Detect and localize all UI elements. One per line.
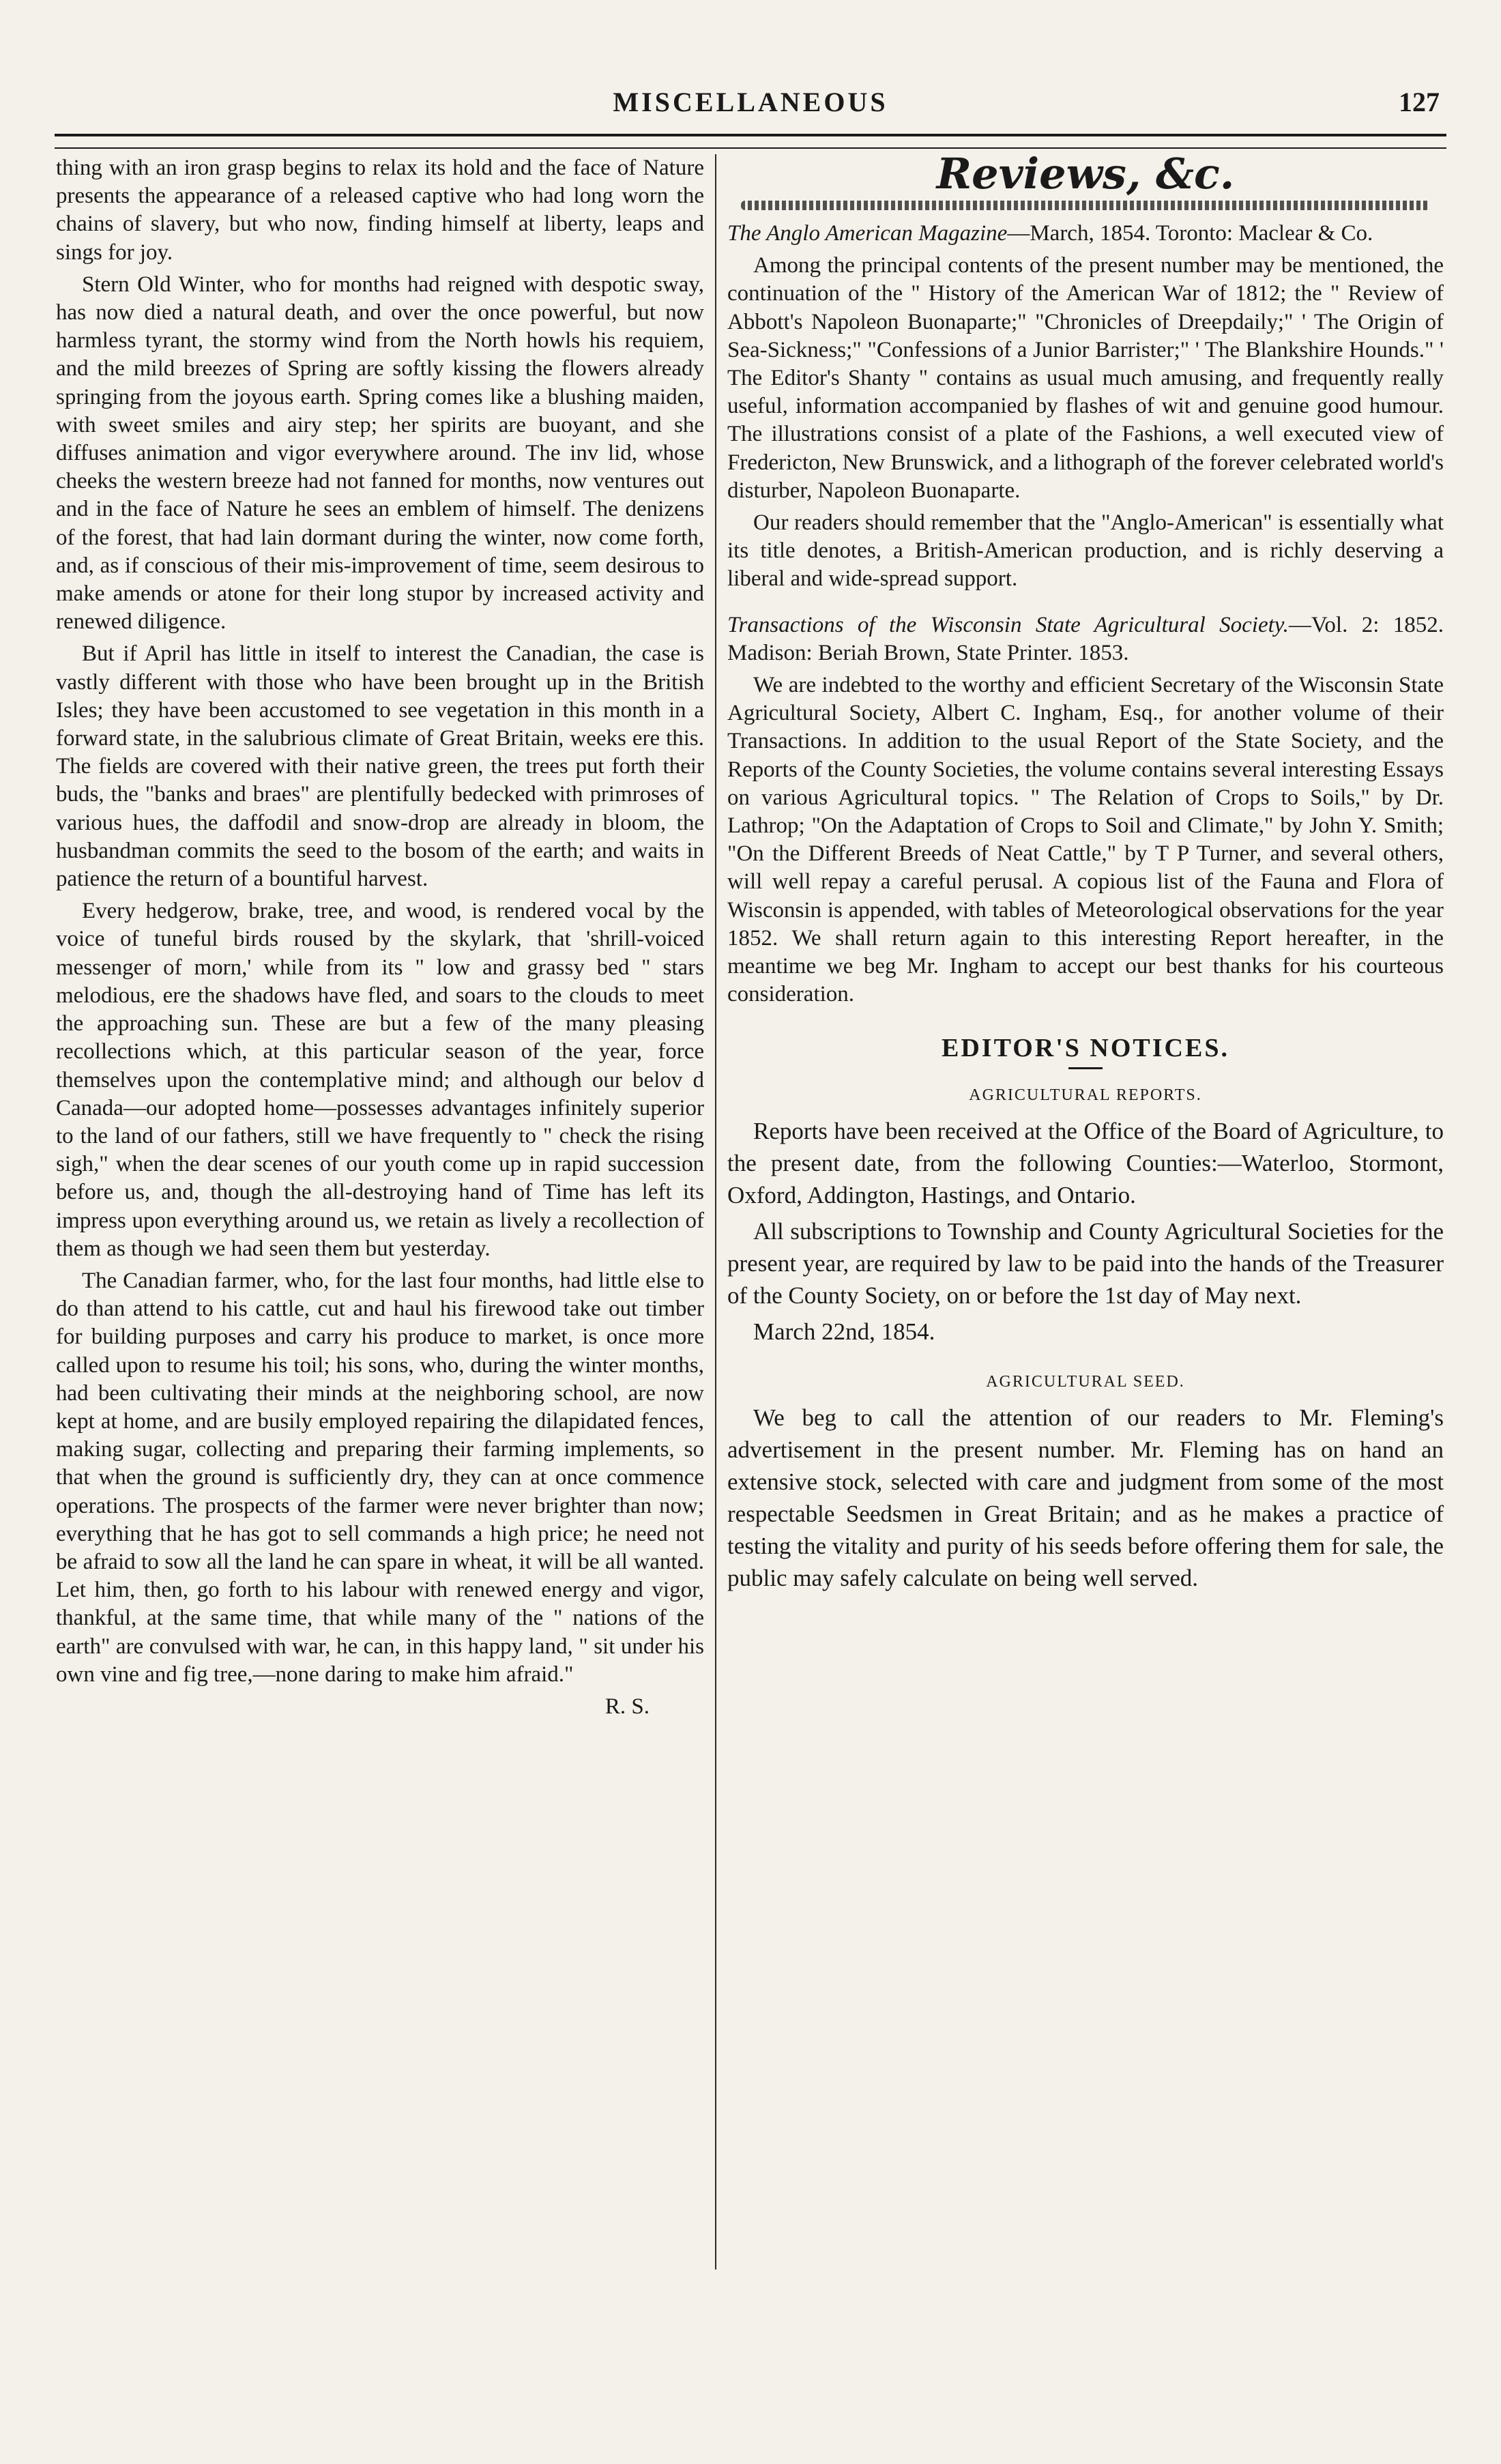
review-title: Transactions of the Wisconsin State Agricultural Society. xyxy=(727,612,1289,637)
running-head-title: MISCELLANEOUS xyxy=(613,87,888,117)
paragraph: But if April has little in itself to interest the Canadian, the case is vastly different with those who have been brought up in the British Isles; they have been accustomed to see vegetation in this month in a forward state, in the salubrious climate of Great Britain, weeks ere this. The fields are covered with their native green, the trees put forth their buds, the "banks and braes" are plentifully bedecked with primroses of various hues, the daffodil and snow-drop are already in bloom, the husbandman commits the seed to the bosom of the earth; and waits in patience the return of a bountiful harvest. xyxy=(56,641,704,892)
review-citation xyxy=(727,220,1444,248)
running-head xyxy=(55,81,1446,124)
header-rule xyxy=(55,134,1446,149)
paragraph: Every hedgerow, brake, tree, and wood, is rendered vocal by the voice of tuneful birds roused by the skylark, that 'shrill-voiced messenger of morn,' while from its " low and grassy bed " stars melodious, ere the shadows have fled, and soars to the clouds to meet the approaching sun. These are but a few of the many pleasing recollections which, at this particular season of the year, force themselves upon the contemplative mind; and although our belov d Canada—our adopted home—possesses advantages infinitely superior to the land of our fathers, still we have frequently to " check the rising sigh," when the dear scenes of our youth come up in rapid succession before us, and, though the all-destroying hand of Time has left its impress upon everything around us, we retain as lively a recollection of them as though we had seen them but yesterday. xyxy=(56,899,704,1261)
page-number: 127 xyxy=(1399,87,1440,117)
paragraph: Among the principal contents of the present number may be mentioned, the continuation of the " History of the American War of 1812; the " Review of Abbott's Napoleon Buonaparte;" "Chronicles of Dreepdaily;" ' The Origin of Sea-Sickness;" "Confessions of a Junior Barrister;" ' The Blankshire Hounds." ' The Editor's Shanty " contains as usual much amusing, and frequently really useful, information accompanied by flashes of wit and genuine good humour. The illustrations consist of a plate of the Fashions, a well executed view of Fredericton, New Brunswick, and a lithograph of the forever celebrated world's disturber, Napoleon Buonaparte. xyxy=(727,253,1444,503)
dateline: March 22nd, 1854. xyxy=(753,1318,935,1345)
paragraph: We are indebted to the worthy and efficient Secretary of the Wisconsin State Agricultural Society, Albert C. Ingham, Esq., for another volume of their Transactions. In addition to the usual Report of the State Society, and the Reports of the County Societies, the volume contains several interesting Essays on various Agricultural topics. " The Relation of Crops to Soils," by Dr. Lathrop; "On the Adaptation of Crops to Soil and Climate," by John Y. Smith; "On the Different Breeds of Neat Cattle," by T P Turner, and several others, will well repay a careful perusal. A copious list of the Fauna and Flora of Wisconsin is appended, with tables of Meteorological observations for the year 1852. We shall return again to this interesting Report hereafter, in the meantime we beg Mr. Ingham to accept our best thanks for his courteous consideration. xyxy=(727,673,1444,1007)
editors-notices-title: EDITOR'S NOTICES. xyxy=(942,1034,1229,1063)
short-rule xyxy=(1068,1067,1103,1069)
subheading: AGRICULTURAL REPORTS. xyxy=(969,1086,1202,1104)
paragraph: Stern Old Winter, who for months had reigned with despotic sway, has now died a natural death, and over the once powerful, but now harmless tyrant, the stormy wind from the North howls his requiem, and the mild breezes of Spring are softly kissing the flowers already springing from the joyous earth. Spring comes like a blushing maiden, with sweet smiles and airy step; her spirits are buoyant, and she diffuses animation and vigor everywhere around. The inv lid, whose cheeks the western breeze had not fanned for months, now ventures out and in the face of Nature he sees an emblem of himself. The denizens of the forest, that had lain dormant during the winter, now come forth, and, as if conscious of their mis-improvement of time, seem desirous to make amends or atone for their long stupor by increased activity and renewed diligence. xyxy=(56,272,704,635)
review-publisher: —March, 1854. Toronto: Maclear & Co. xyxy=(1007,221,1373,246)
review-citation xyxy=(727,611,1444,667)
paragraph: Reports have been received at the Office of the Board of Agriculture, to the present date, from the following Counties:—Waterloo, Stormont, Oxford, Addington, Hastings, and Ontario. xyxy=(727,1117,1444,1208)
reviews-title: Reviews, &c. xyxy=(936,149,1235,199)
column-divider xyxy=(715,154,716,2270)
paragraph: thing with an iron grasp begins to relax its hold and the face of Nature presents the appearance of a released captive who had long worn the chains of slavery, but who now, finding himself at liberty, leaps and sings for joy. xyxy=(56,156,704,265)
paragraph: The Canadian farmer, who, for the last four months, had little else to do than attend to his cattle, cut and haul his firewood take out timber for building purposes and carry his produce to market, is once more called upon to resume his toil; his sons, who, during the winter months, had been cultivating their minds at the neighboring school, are now kept at home, and are busily employed repairing the dilapidated fences, making sugar, collecting and preparing their farming implements, so that when the ground is sufficiently dry, they can at once commence operations. The prospects of the farmer were never brighter than now; everything that he has got to sell commands a high price; he need not be afraid to sow all the land he can spare in wheat, it will be all wanted. Let him, then, go forth to his labour with renewed energy and vigor, thankful, at the same time, that while many of the " nations of the earth" are convulsed with war, he can, in this happy land, " sit under his own vine and fig tree,—none daring to make him afraid." xyxy=(56,1268,704,1687)
notice-body xyxy=(727,1402,1444,1594)
subheading: AGRICULTURAL SEED. xyxy=(986,1372,1185,1391)
paragraph: Our readers should remember that the "Anglo-American" is essentially what its title denotes, a British-American production, and is richly deserving a liberal and wide-spread support. xyxy=(727,510,1444,592)
notice-body xyxy=(727,1115,1444,1348)
paragraph: We beg to call the attention of our readers to Mr. Fleming's advertisement in the present number. Mr. Fleming has on hand an extensive stock, selected with care and judgment from some of the most respectable Seedsmen in Great Britain; and as he makes a practice of testing the vitality and purity of his seeds before offering them for sale, the public may safely calculate on being well served. xyxy=(727,1404,1444,1592)
ornamental-rule xyxy=(741,201,1430,210)
review-title: The Anglo American Magazine xyxy=(727,221,1008,246)
right-column xyxy=(727,149,1444,1598)
left-column xyxy=(56,154,704,1721)
review-publisher: —Vol. 2: 1852. Madison: Beriah Brown, State Printer. 1853. xyxy=(727,612,1444,665)
author-signature: R. S. xyxy=(604,1694,650,1719)
paragraph: All subscriptions to Township and County Agricultural Societies for the present year, are required by law to be paid into the hands of the Treasurer of the County Society, on or before the 1st day of May next. xyxy=(727,1217,1444,1309)
